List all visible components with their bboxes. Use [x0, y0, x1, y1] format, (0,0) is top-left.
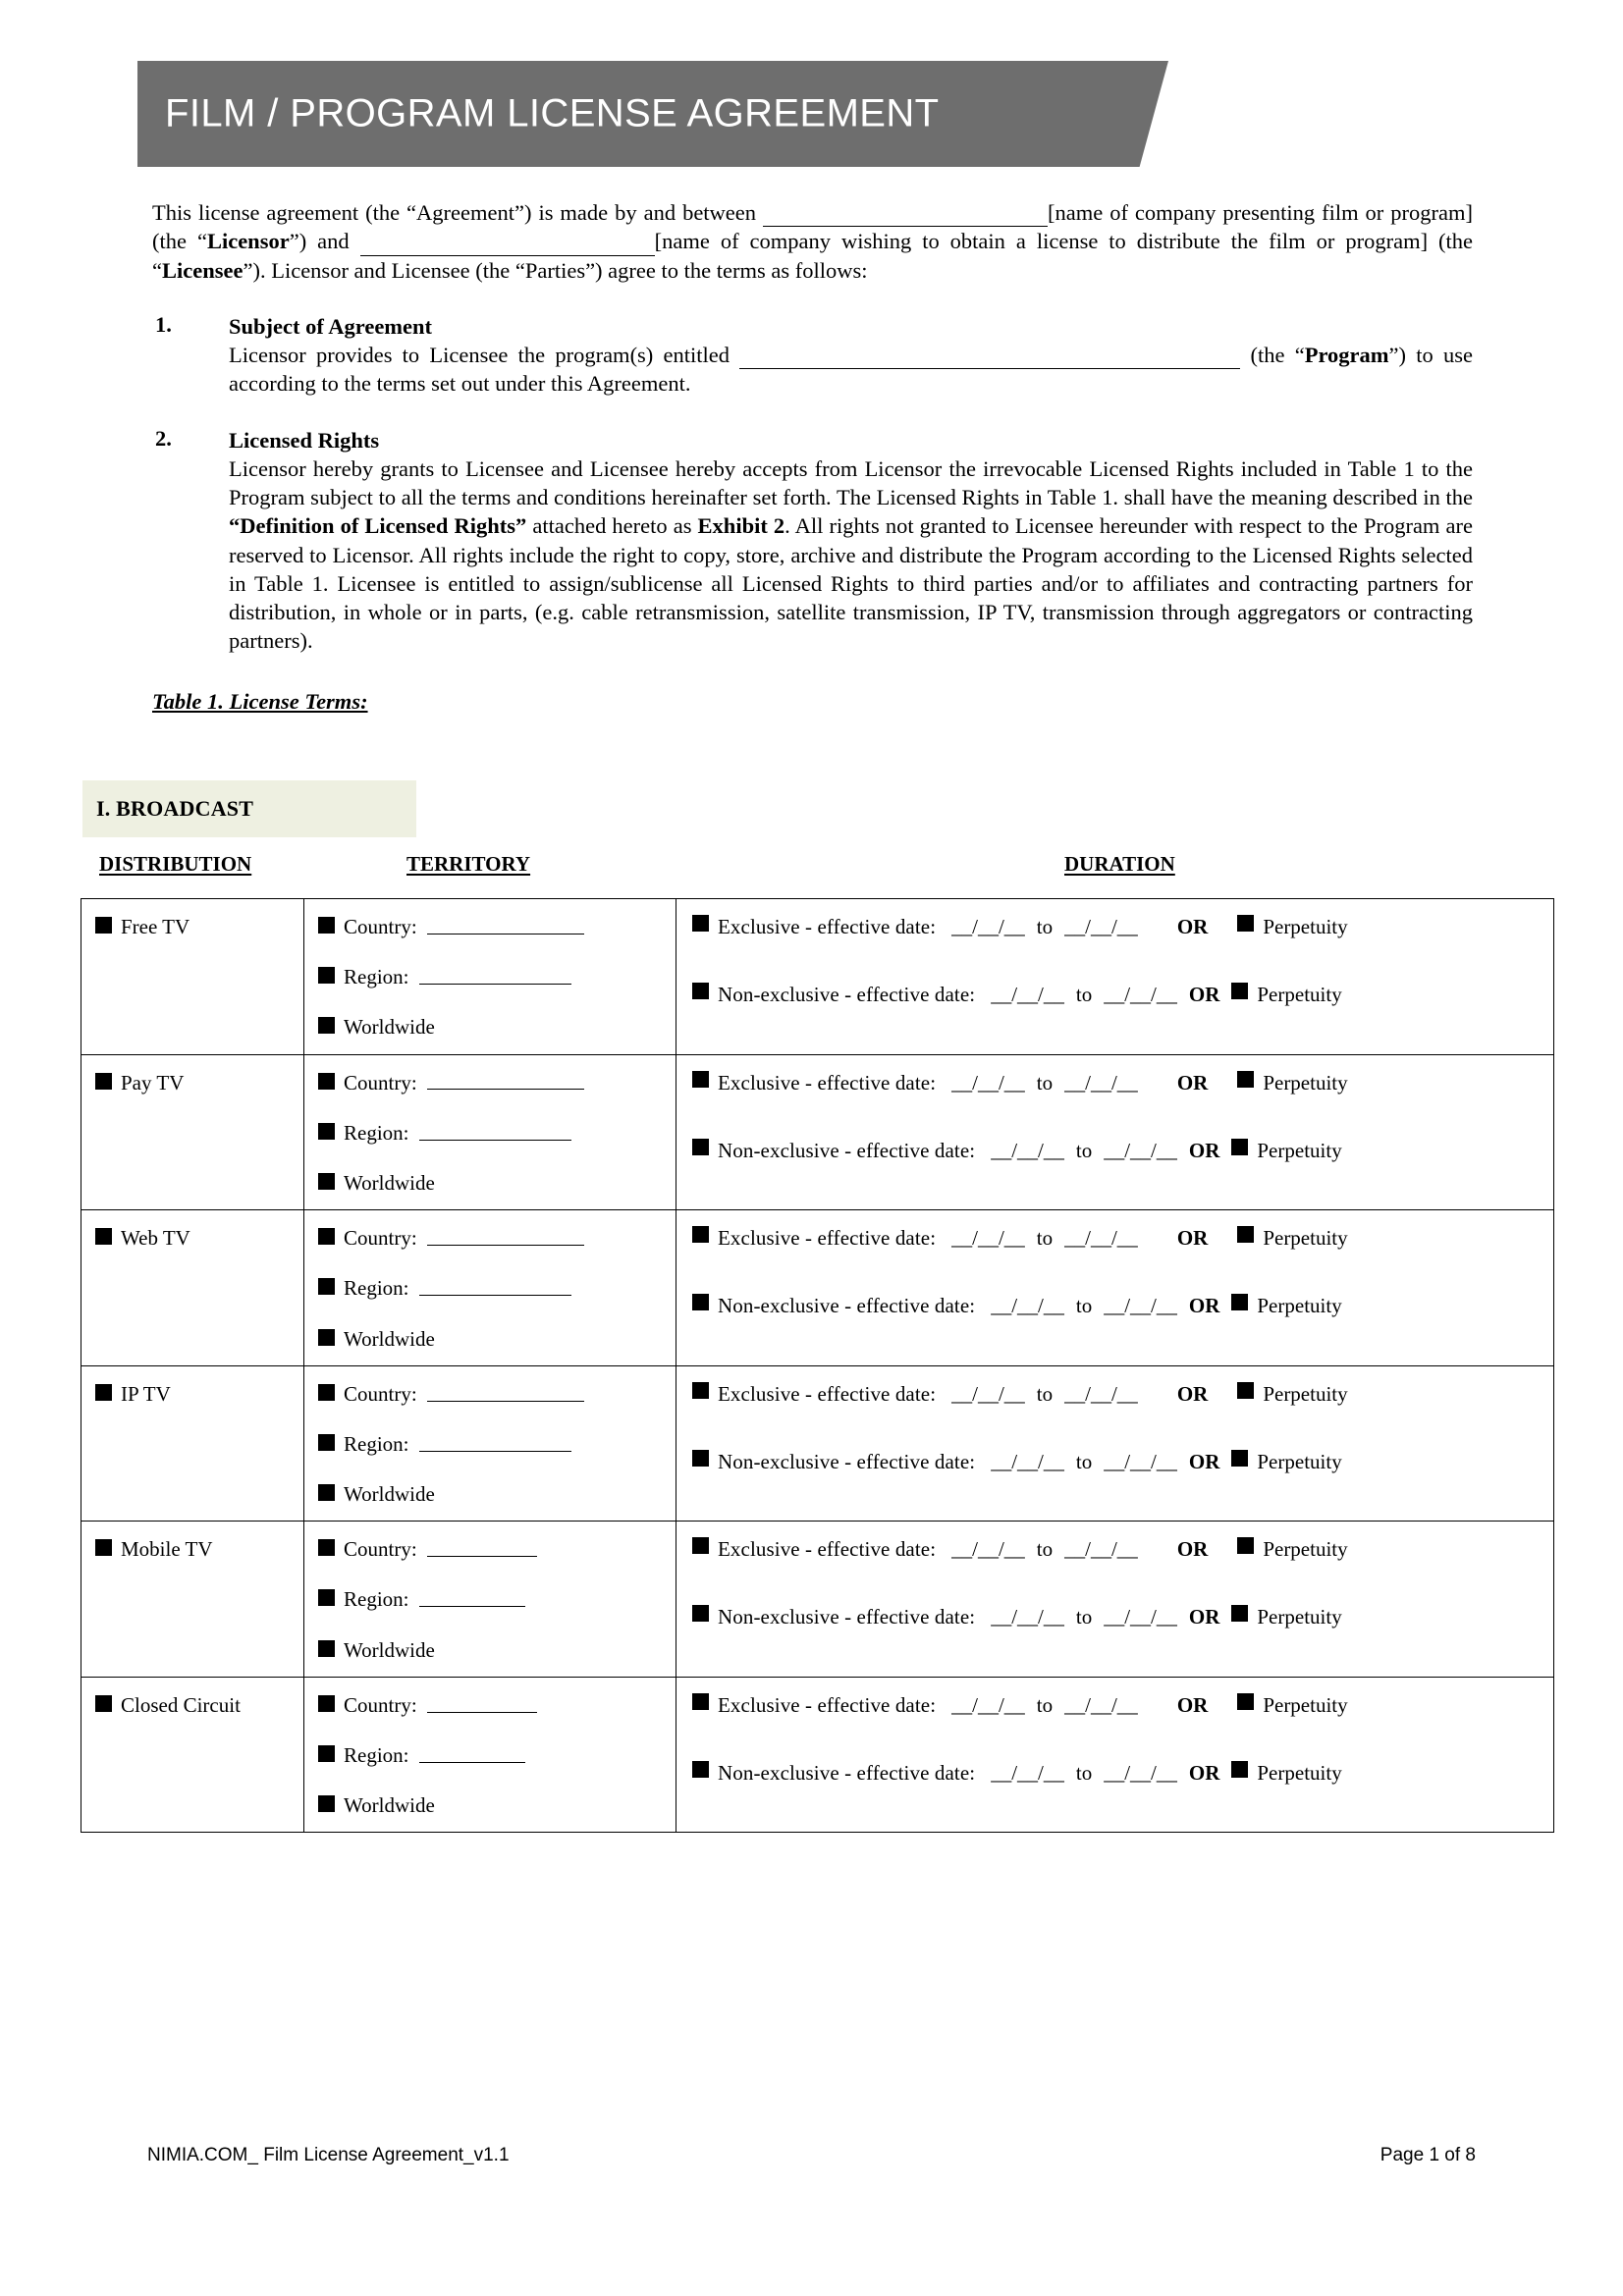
intro-text-3: ”) and	[289, 229, 360, 254]
territory-region-label: Region:	[344, 965, 409, 989]
exclusive-date-from[interactable]: __/__/__	[951, 1381, 1025, 1406]
checkbox-icon[interactable]	[1237, 1226, 1254, 1243]
territory-option-worldwide[interactable]	[318, 1638, 666, 1663]
non-exclusive-date-from[interactable]: __/__/__	[991, 1294, 1064, 1318]
perpetuity-label: Perpetuity	[1257, 1760, 1342, 1785]
footer-document-id: NIMIA.COM_ Film License Agreement_v1.1	[147, 2145, 510, 2165]
exclusive-label: Exclusive - effective date:	[718, 1537, 937, 1562]
territory-cell	[304, 1677, 676, 1833]
header-banner	[137, 61, 1168, 167]
column-header-duration: DURATION	[1064, 852, 1175, 876]
column-header-distribution: DISTRIBUTION	[99, 852, 252, 876]
non-exclusive-date-to[interactable]: __/__/__	[1104, 1605, 1177, 1629]
distribution-cell-inner	[81, 899, 303, 953]
or-label: OR	[1188, 983, 1220, 1006]
region-input-blank[interactable]	[419, 965, 571, 985]
territory-cell-inner	[304, 1678, 676, 1833]
territory-option-worldwide[interactable]	[318, 1482, 666, 1507]
checkbox-icon[interactable]	[95, 1539, 112, 1556]
perpetuity-label: Perpetuity	[1257, 1449, 1342, 1473]
territory-cell	[304, 1365, 676, 1522]
non-exclusive-date-to[interactable]: __/__/__	[1104, 1294, 1177, 1318]
perpetuity-label: Perpetuity	[1263, 915, 1348, 938]
checkbox-icon[interactable]	[1231, 1450, 1248, 1467]
distribution-label: IP TV	[121, 1381, 171, 1406]
duration-cell	[676, 1210, 1554, 1366]
or-label: OR	[1176, 1070, 1209, 1095]
checkbox-icon[interactable]	[318, 1384, 335, 1401]
duration-cell	[676, 1677, 1554, 1833]
section-1-text-3: ”) to use according to the terms set out under this Agreement.	[229, 343, 1473, 397]
territory-option-country[interactable]	[318, 1382, 666, 1407]
date-range-to: to	[1036, 915, 1054, 938]
program-title-blank[interactable]	[739, 347, 1240, 369]
checkbox-icon[interactable]	[1231, 1294, 1248, 1310]
perpetuity-label: Perpetuity	[1263, 1070, 1348, 1095]
territory-cell	[304, 899, 676, 1055]
distribution-label: Mobile TV	[121, 1537, 213, 1562]
territory-worldwide-label: Worldwide	[344, 1482, 435, 1507]
territory-country-label: Country:	[344, 1070, 417, 1095]
duration-option-exclusive[interactable]	[692, 1226, 1543, 1251]
non-exclusive-date-from[interactable]: __/__/__	[991, 983, 1064, 1006]
table-row	[81, 1522, 1554, 1678]
table-row	[81, 899, 1554, 1055]
duration-option-exclusive[interactable]	[692, 1382, 1543, 1407]
territory-cell-inner	[304, 899, 676, 1054]
territory-worldwide-label: Worldwide	[344, 1793, 435, 1818]
non-exclusive-label: Non-exclusive - effective date:	[718, 1760, 976, 1785]
territory-option-region[interactable]	[318, 1276, 666, 1301]
duration-option-exclusive[interactable]	[692, 1071, 1543, 1095]
or-label: OR	[1188, 1760, 1220, 1785]
intro-text-1: This license agreement (the “Agreement”) is made by and between	[152, 200, 764, 225]
date-range-to: to	[1036, 1692, 1054, 1717]
checkbox-icon[interactable]	[318, 1073, 335, 1090]
section-2-number: 2.	[155, 425, 172, 451]
duration-cell	[676, 1522, 1554, 1678]
section-2-body	[229, 454, 1473, 656]
country-input-blank[interactable]	[427, 1071, 584, 1091]
non-exclusive-label: Non-exclusive - effective date:	[718, 1605, 976, 1629]
date-range-to: to	[1075, 1605, 1093, 1629]
checkbox-icon[interactable]	[318, 1795, 335, 1812]
section-2-title: Licensed Rights	[229, 427, 380, 453]
country-input-blank[interactable]	[427, 1537, 537, 1557]
checkbox-icon[interactable]	[318, 1434, 335, 1451]
distribution-cell	[81, 1677, 304, 1833]
table-caption: Table 1. License Terms:	[152, 688, 368, 714]
perpetuity-label: Perpetuity	[1257, 1294, 1342, 1318]
exclusive-label: Exclusive - effective date:	[718, 1070, 937, 1095]
duration-cell-inner	[676, 1678, 1553, 1799]
duration-option-non-exclusive[interactable]	[692, 1761, 1543, 1786]
checkbox-icon[interactable]	[692, 1382, 709, 1399]
distribution-cell-inner	[81, 1522, 303, 1575]
distribution-cell	[81, 1365, 304, 1522]
exclusive-date-to[interactable]: __/__/__	[1064, 1226, 1138, 1251]
section-band-broadcast	[82, 780, 416, 837]
section-1-text-1: Licensor provides to Licensee the program(s) entitled	[229, 343, 740, 367]
exclusive-date-from[interactable]: __/__/__	[951, 1692, 1025, 1717]
perpetuity-label: Perpetuity	[1257, 983, 1342, 1006]
exclusive-label: Exclusive - effective date:	[718, 915, 937, 938]
checkbox-icon[interactable]	[95, 917, 112, 934]
non-exclusive-label: Non-exclusive - effective date:	[718, 1294, 976, 1318]
checkbox-icon[interactable]	[318, 1173, 335, 1190]
checkbox-icon[interactable]	[1231, 1139, 1248, 1155]
checkbox-icon[interactable]	[318, 917, 335, 934]
or-label: OR	[1176, 1537, 1209, 1562]
checkbox-icon[interactable]	[318, 1278, 335, 1295]
exclusive-label: Exclusive - effective date:	[718, 1381, 937, 1406]
territory-option-region[interactable]	[318, 1743, 666, 1768]
checkbox-icon[interactable]	[692, 1294, 709, 1310]
duration-cell-inner	[676, 1210, 1553, 1332]
checkbox-icon[interactable]	[318, 1539, 335, 1556]
date-range-to: to	[1036, 1070, 1054, 1095]
checkbox-icon[interactable]	[692, 915, 709, 932]
territory-worldwide-label: Worldwide	[344, 1326, 435, 1351]
distribution-label: Pay TV	[121, 1070, 185, 1095]
checkbox-icon[interactable]	[95, 1695, 112, 1712]
duration-option-non-exclusive[interactable]	[692, 1450, 1543, 1474]
checkbox-icon[interactable]	[318, 1589, 335, 1606]
date-range-to: to	[1075, 1138, 1093, 1162]
checkbox-icon[interactable]	[95, 1073, 112, 1090]
territory-option-worldwide[interactable]	[318, 1793, 666, 1818]
non-exclusive-date-to[interactable]: __/__/__	[1104, 1449, 1177, 1473]
program-term: Program	[1304, 343, 1389, 367]
territory-cell-inner	[304, 1522, 676, 1677]
territory-option-country[interactable]	[318, 1226, 666, 1251]
licensor-name-blank[interactable]	[763, 205, 1048, 227]
distribution-option[interactable]	[95, 1693, 294, 1718]
section-subject-of-agreement	[152, 312, 1473, 399]
section-1-body	[229, 341, 1473, 399]
territory-option-country[interactable]	[318, 915, 666, 939]
exclusive-date-to[interactable]: __/__/__	[1064, 1692, 1138, 1717]
licensee-name-blank[interactable]	[360, 234, 655, 255]
checkbox-icon[interactable]	[318, 967, 335, 984]
duration-cell	[676, 1054, 1554, 1210]
or-label: OR	[1176, 1692, 1209, 1717]
distribution-option[interactable]	[95, 1382, 294, 1407]
non-exclusive-date-from[interactable]: __/__/__	[991, 1605, 1064, 1629]
date-range-to: to	[1075, 1760, 1093, 1785]
region-input-blank[interactable]	[419, 1432, 571, 1452]
date-range-to: to	[1036, 1226, 1054, 1251]
exclusive-date-to[interactable]: __/__/__	[1064, 915, 1138, 938]
territory-option-region[interactable]	[318, 1121, 666, 1146]
exclusive-date-to[interactable]: __/__/__	[1064, 1537, 1138, 1562]
section-1-title: Subject of Agreement	[229, 313, 433, 339]
intro-text-2: [name of company presenting film or program] (the “	[152, 200, 1473, 254]
duration-option-non-exclusive[interactable]	[692, 1605, 1543, 1629]
territory-region-label: Region:	[344, 1743, 409, 1767]
date-range-to: to	[1036, 1381, 1054, 1406]
distribution-cell	[81, 899, 304, 1055]
checkbox-icon[interactable]	[1237, 1071, 1254, 1088]
distribution-cell-inner	[81, 1678, 303, 1732]
duration-option-non-exclusive[interactable]	[692, 1294, 1543, 1318]
date-range-to: to	[1075, 1449, 1093, 1473]
territory-option-country[interactable]	[318, 1693, 666, 1718]
checkbox-icon[interactable]	[692, 1693, 709, 1710]
licensor-term: Licensor	[206, 229, 290, 254]
territory-option-region[interactable]	[318, 1587, 666, 1612]
territory-cell	[304, 1522, 676, 1678]
checkbox-icon[interactable]	[1237, 1382, 1254, 1399]
or-label: OR	[1188, 1449, 1220, 1473]
territory-option-worldwide[interactable]	[318, 1171, 666, 1196]
perpetuity-label: Perpetuity	[1263, 1381, 1348, 1406]
checkbox-icon[interactable]	[692, 1761, 709, 1778]
exclusive-date-to[interactable]: __/__/__	[1064, 1070, 1138, 1095]
non-exclusive-date-from[interactable]: __/__/__	[991, 1138, 1064, 1162]
distribution-option[interactable]	[95, 1226, 294, 1251]
section-licensed-rights	[152, 426, 1473, 656]
territory-cell	[304, 1054, 676, 1210]
territory-option-region[interactable]	[318, 965, 666, 989]
checkbox-icon[interactable]	[318, 1640, 335, 1657]
checkbox-icon[interactable]	[692, 1450, 709, 1467]
distribution-option[interactable]	[95, 1071, 294, 1095]
territory-cell-inner	[304, 1055, 676, 1210]
distribution-cell-inner	[81, 1210, 303, 1264]
checkbox-icon[interactable]	[692, 1139, 709, 1155]
definition-of-licensed-rights-term: “Definition of Licensed Rights”	[229, 513, 527, 539]
region-input-blank[interactable]	[419, 1121, 571, 1141]
region-input-blank[interactable]	[419, 1587, 525, 1607]
country-input-blank[interactable]	[427, 915, 584, 934]
territory-option-worldwide[interactable]	[318, 1327, 666, 1352]
duration-option-exclusive[interactable]	[692, 1693, 1543, 1718]
checkbox-icon[interactable]	[1237, 1537, 1254, 1554]
territory-worldwide-label: Worldwide	[344, 1637, 435, 1662]
duration-option-exclusive[interactable]	[692, 915, 1543, 939]
or-label: OR	[1188, 1294, 1220, 1318]
territory-country-label: Country:	[344, 1692, 417, 1717]
exclusive-label: Exclusive - effective date:	[718, 1226, 937, 1251]
territory-country-label: Country:	[344, 1381, 417, 1406]
territory-country-label: Country:	[344, 1226, 417, 1251]
territory-country-label: Country:	[344, 915, 417, 938]
duration-cell-inner	[676, 1055, 1553, 1177]
date-range-to: to	[1075, 1294, 1093, 1318]
checkbox-icon[interactable]	[692, 1071, 709, 1088]
checkbox-icon[interactable]	[1237, 1693, 1254, 1710]
checkbox-icon[interactable]	[1231, 983, 1248, 999]
or-label: OR	[1188, 1138, 1220, 1162]
non-exclusive-date-to[interactable]: __/__/__	[1104, 983, 1177, 1006]
checkbox-icon[interactable]	[95, 1228, 112, 1245]
exclusive-date-from[interactable]: __/__/__	[951, 1226, 1025, 1251]
perpetuity-label: Perpetuity	[1257, 1138, 1342, 1162]
non-exclusive-label: Non-exclusive - effective date:	[718, 983, 976, 1006]
checkbox-icon[interactable]	[318, 1329, 335, 1346]
checkbox-icon[interactable]	[318, 1017, 335, 1034]
exclusive-date-from[interactable]: __/__/__	[951, 1070, 1025, 1095]
non-exclusive-label: Non-exclusive - effective date:	[718, 1449, 976, 1473]
checkbox-icon[interactable]	[1231, 1761, 1248, 1778]
non-exclusive-date-to[interactable]: __/__/__	[1104, 1138, 1177, 1162]
checkbox-icon[interactable]	[318, 1695, 335, 1712]
distribution-option[interactable]	[95, 1537, 294, 1562]
exclusive-date-from[interactable]: __/__/__	[951, 915, 1025, 938]
checkbox-icon[interactable]	[692, 1605, 709, 1622]
band-label: I. BROADCAST	[96, 796, 254, 821]
page-footer	[147, 2145, 1476, 2174]
duration-cell	[676, 1365, 1554, 1522]
territory-worldwide-label: Worldwide	[344, 1170, 435, 1195]
non-exclusive-date-from[interactable]: __/__/__	[991, 1449, 1064, 1473]
checkbox-icon[interactable]	[318, 1745, 335, 1762]
date-range-to: to	[1075, 983, 1093, 1006]
distribution-label: Free TV	[121, 915, 190, 938]
country-input-blank[interactable]	[427, 1382, 584, 1402]
territory-region-label: Region:	[344, 1120, 409, 1145]
section-2-text-1: Licensor hereby grants to Licensee and Licensee hereby accepts from Licensor the irrevocable Licensed Rights included in Table 1 to the Program subject to all the terms and conditions hereinafter set forth. The Licensed Rights in Table 1. shall have the meaning described in the	[229, 455, 1473, 509]
perpetuity-label: Perpetuity	[1257, 1605, 1342, 1629]
perpetuity-label: Perpetuity	[1263, 1226, 1348, 1251]
document-body	[152, 198, 1473, 715]
licensee-term: Licensee	[162, 257, 243, 283]
territory-cell-inner	[304, 1210, 676, 1365]
exhibit-2-term: Exhibit 2	[697, 513, 785, 539]
territory-region-label: Region:	[344, 1276, 409, 1301]
distribution-label: Closed Circuit	[121, 1692, 241, 1717]
territory-region-label: Region:	[344, 1431, 409, 1456]
footer-page-number: Page 1 of 8	[1380, 2145, 1476, 2165]
section-1-text-2: (the “	[1240, 343, 1305, 367]
checkbox-icon[interactable]	[1231, 1605, 1248, 1622]
license-terms-table	[81, 898, 1554, 1833]
duration-cell	[676, 899, 1554, 1055]
table-column-headers	[82, 852, 1555, 885]
country-input-blank[interactable]	[427, 1693, 537, 1713]
duration-cell-inner	[676, 899, 1553, 1021]
duration-cell-inner	[676, 1366, 1553, 1488]
section-2-text-2: attached hereto as	[526, 513, 698, 539]
territory-option-worldwide[interactable]	[318, 1015, 666, 1040]
distribution-cell-inner	[81, 1366, 303, 1420]
table-row	[81, 1054, 1554, 1210]
non-exclusive-label: Non-exclusive - effective date:	[718, 1138, 976, 1162]
intro-paragraph	[152, 198, 1473, 285]
checkbox-icon[interactable]	[318, 1484, 335, 1501]
distribution-cell	[81, 1054, 304, 1210]
column-header-territory: TERRITORY	[406, 852, 531, 876]
duration-option-exclusive[interactable]	[692, 1537, 1543, 1562]
checkbox-icon[interactable]	[692, 1226, 709, 1243]
territory-country-label: Country:	[344, 1537, 417, 1562]
checkbox-icon[interactable]	[95, 1384, 112, 1401]
checkbox-icon[interactable]	[692, 983, 709, 999]
territory-cell	[304, 1210, 676, 1366]
distribution-cell-inner	[81, 1055, 303, 1109]
exclusive-date-to[interactable]: __/__/__	[1064, 1381, 1138, 1406]
exclusive-label: Exclusive - effective date:	[718, 1692, 937, 1717]
section-1-number: 1.	[155, 311, 172, 337]
region-input-blank[interactable]	[419, 1276, 571, 1296]
distribution-option[interactable]	[95, 915, 294, 939]
duration-option-non-exclusive[interactable]	[692, 983, 1543, 1007]
country-input-blank[interactable]	[427, 1226, 584, 1246]
territory-cell-inner	[304, 1366, 676, 1522]
duration-cell-inner	[676, 1522, 1553, 1643]
checkbox-icon[interactable]	[1237, 915, 1254, 932]
table-row	[81, 1677, 1554, 1833]
table-row	[81, 1210, 1554, 1366]
checkbox-icon[interactable]	[318, 1228, 335, 1245]
distribution-cell	[81, 1522, 304, 1678]
checkbox-icon[interactable]	[692, 1537, 709, 1554]
table-row	[81, 1365, 1554, 1522]
distribution-cell	[81, 1210, 304, 1366]
or-label: OR	[1176, 915, 1209, 938]
region-input-blank[interactable]	[419, 1743, 525, 1763]
duration-option-non-exclusive[interactable]	[692, 1139, 1543, 1163]
territory-option-region[interactable]	[318, 1432, 666, 1457]
or-label: OR	[1176, 1226, 1209, 1251]
intro-text-5: ”). Licensor and Licensee (the “Parties”) agree to the terms as follows:	[243, 257, 868, 283]
exclusive-date-from[interactable]: __/__/__	[951, 1537, 1025, 1562]
perpetuity-label: Perpetuity	[1263, 1537, 1348, 1562]
territory-option-country[interactable]	[318, 1537, 666, 1562]
or-label: OR	[1188, 1605, 1220, 1629]
section-2-text-3: . All rights not granted to Licensee hereunder with respect to the Program are reserved to Licensor. All rights include the right to copy, store, archive and distribute the Program according to the Licensed Rights selected in Table 1. Licensee is entitled to assign/sublicense all Licensed Rights to third parties and/or to affiliates and contracting partners for distribution, in whole or in parts, (e.g. cable retransmission, satellite transmission, IP TV, transmission through aggregators or contracting partners).	[229, 513, 1473, 654]
checkbox-icon[interactable]	[318, 1123, 335, 1140]
intro-text-4: [name of company wishing to obtain a license to distribute the film or program] (the “	[152, 229, 1474, 283]
page-title: FILM / PROGRAM LICENSE AGREEMENT	[165, 91, 940, 135]
non-exclusive-date-from[interactable]: __/__/__	[991, 1760, 1064, 1785]
perpetuity-label: Perpetuity	[1263, 1692, 1348, 1717]
license-terms-table-body	[81, 899, 1554, 1833]
territory-option-country[interactable]	[318, 1071, 666, 1095]
distribution-label: Web TV	[121, 1226, 190, 1251]
date-range-to: to	[1036, 1537, 1054, 1562]
or-label: OR	[1176, 1381, 1209, 1406]
territory-region-label: Region:	[344, 1587, 409, 1612]
territory-worldwide-label: Worldwide	[344, 1015, 435, 1040]
non-exclusive-date-to[interactable]: __/__/__	[1104, 1760, 1177, 1785]
